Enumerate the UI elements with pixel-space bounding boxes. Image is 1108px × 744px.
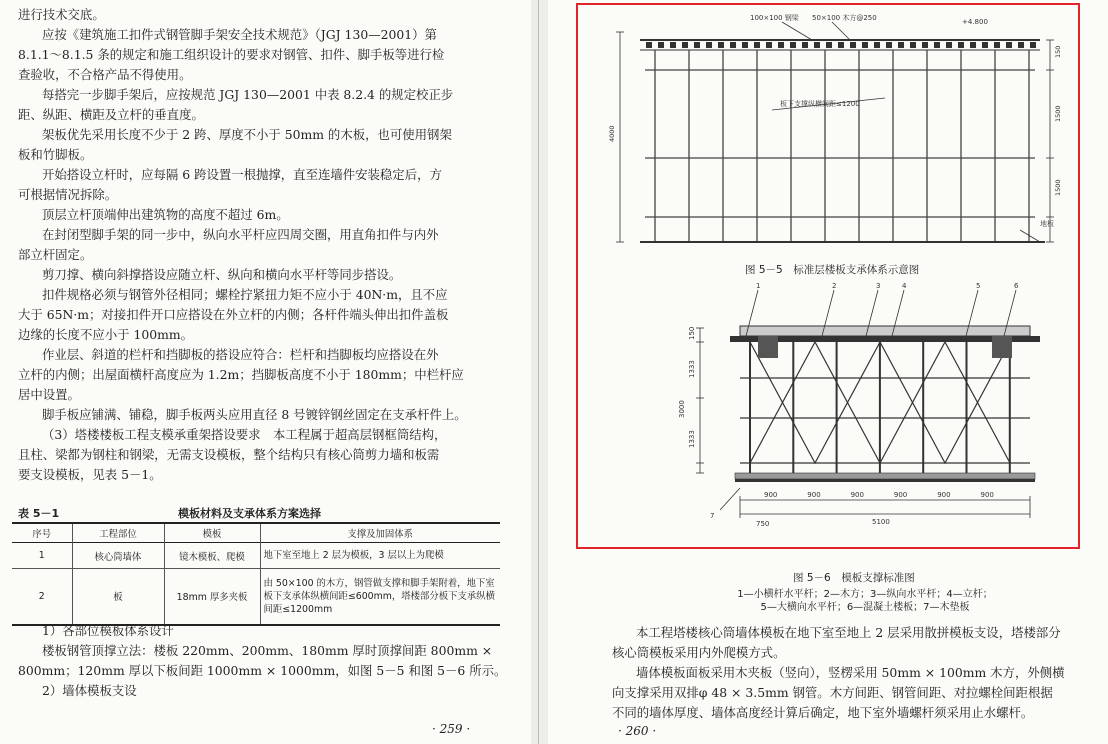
body-text-line: 查验收，不合格产品不得使用。 [18,67,192,82]
figure-5-5-elevation [600,10,1070,250]
dimension-label: 750 [756,520,770,528]
body-text-line: 架板优先采用长度不少于 2 跨、厚度不小于 50mm 的木板，也可使用钢架 [42,127,452,142]
dimension-label: 900 [980,491,994,499]
joist-section [802,42,808,48]
body-text-line: 大于 65N·m；对接扣件开口应搭设在外立杆的内侧；各杆件端头伸出扣件盖板 [18,307,449,322]
figure-5-5-caption: 图 5－5 标准层楼板支承体系示意图 [745,264,920,276]
body-text-line: 可根据情况拆除。 [18,187,118,202]
figure-label: 50×100 木方@250 [812,14,877,22]
body-text-line: 开始搭设立杆时，应每隔 6 跨设置一根抛撑，直至连墙件安装稳定后，方 [42,167,442,182]
body-text-line: 作业层、斜道的栏杆和挡脚板的搭设应符合：栏杆和挡脚板均应搭设在外 [42,347,439,362]
joist-section [946,42,952,48]
dimension-label: 900 [764,491,778,499]
dimension-label: 900 [893,491,908,499]
body-text-line: 楼板钢管顶撑立法：楼板 220mm、200mm、180mm 厚时顶撑间距 800mm × [42,643,493,658]
page-number: · 260 · [618,724,657,738]
joist-section [742,42,748,48]
joist-section [814,42,820,48]
dimension-label: 900 [937,491,951,499]
joist-section [1006,42,1012,48]
figure-legend-line: 1—小横杆水平杆；2—木方；3—纵向水平杆；4—立杆； [737,589,993,600]
joist-section [898,42,904,48]
formwork-table [12,522,500,626]
body-text-line: 8.1.1～8.1.5 条的规定和施工组织设计的要求对钢管、扣件、脚手板等进行检 [18,47,445,62]
body-text-line: 不同的墙体厚度、墙体高度经计算后确定，地下室外墙螺杆须采用止水螺杆。 [612,705,1034,720]
body-text-line: （3）塔楼楼板工程支模承重架搭设要求 本工程属于超高层钢框筒结构， [42,427,447,442]
table-title: 模板材料及支承体系方案选择 [178,507,321,520]
callout-number: 4 [902,282,907,290]
table-header-row [12,523,500,543]
dimension-label: 1500 [1054,105,1062,122]
joist-section [994,42,1000,48]
table-header-cell: 模板 [164,523,260,543]
figure-legend-line: 5—大横向水平杆；6—混凝土楼板；7—木垫板 [760,602,970,613]
body-text-line: 扣件规格必须与钢管外径相同；螺栓拧紧扭力矩不应小于 40N·m，且不应 [42,287,448,302]
table-number: 表 5－1 [18,507,60,520]
body-text-line: 向支撑采用双排φ 48 × 3.5mm 钢管。木方间距、钢管间距、对拉螺栓间距根据 [612,685,1053,700]
table-row [12,569,500,625]
body-text-line: 核心筒模板采用内外爬模方式。 [612,645,786,660]
table-cell-part: 板 [72,569,164,625]
joist-section [958,42,964,48]
dimension-label: 900 [850,491,864,499]
body-text-line: 800mm；120mm 厚以下板间距 1000mm × 1000mm，如图 5－5 和图 5－6 所示。 [18,663,507,678]
joist-section [886,42,892,48]
figure-label: 板下支撑纵横间距≤1200 [780,100,860,108]
joist-section [790,42,796,48]
table-cell-formwork: 镜木模板、爬模 [164,543,260,569]
callout-number: 2 [832,282,837,290]
dimension-label: 1333 [688,360,696,378]
joist-section [682,42,688,48]
joist-section [1018,42,1024,48]
callout-number: 6 [1014,282,1019,290]
body-text-line: 要支设模板，见表 5－1。 [18,467,162,482]
joist-section [826,42,832,48]
figure-label: 地板 [1040,220,1054,228]
joist-section [754,42,760,48]
joist-section [658,42,664,48]
joist-section [706,42,712,48]
joist-section [910,42,916,48]
body-text-line: 墙体模板面板采用木夹板（竖向），竖楞采用 50mm × 100mm 木方，外侧横 [636,665,1065,680]
joist-section [778,42,784,48]
joist-section [874,42,880,48]
body-text-line: 板和竹脚板。 [18,147,93,162]
table-header-cell: 序号 [32,529,52,540]
joist-section [862,42,868,48]
joist-section [670,42,676,48]
joist-section [982,42,988,48]
body-text-line: 进行技术交底。 [18,7,105,22]
body-text-line: 脚手板应铺满、铺稳，脚手板两头应用直径 8 号镀锌钢丝固定在支承杆件上。 [42,407,467,422]
joist-section [1030,42,1036,48]
joist-section [730,42,736,48]
callout-number: 5 [976,282,981,290]
body-text-line: 且柱、梁都为钢柱和钢梁，无需支设模板，整个结构只有核心筒剪力墙和板需 [18,447,440,462]
callout-number: 1 [756,282,761,290]
callout-number: 7 [710,512,715,520]
body-text-line: 居中设置。 [18,387,80,402]
figure-label: +4.800 [962,18,988,26]
body-text-line: 每搭完一步脚手架后，应按规范 JGJ 130—2001 中表 8.2.4 的规定校正步 [42,87,454,102]
table-header-cell: 支撑及加固体系 [260,523,500,543]
joist-section [934,42,940,48]
body-text-line: 剪刀撑、横向斜撑搭设应随立杆、纵向和横向水平杆等同步搭设。 [42,267,402,282]
body-text-line: 1）各部位模板体系设计 [42,623,174,638]
joist-section [922,42,928,48]
body-text-line: 本工程塔楼核心筒墙体模板在地下室至地上 2 层采用散拼模板支设，塔楼部分 [636,625,1061,640]
figure-5-6-elevation [640,278,1060,536]
body-text-line: 立杆的内侧；出屋面横杆高度应为 1.2m；挡脚板高度不小于 180mm；中栏杆应 [18,367,464,382]
dimension-label: 150 [1054,45,1062,58]
figure-5-6-caption: 图 5－6 模板支撑标准图 [793,572,915,584]
body-text-line: 顶层立杆顶端伸出建筑物的高度不超过 6m。 [42,207,289,222]
table-cell-no: 2 [38,590,45,602]
table-cell-no: 1 [38,550,45,561]
joist-section [850,42,856,48]
joist-section [718,42,724,48]
dimension-label: 1333 [688,430,696,448]
body-text-line: 2）墙体模板支设 [42,683,137,698]
joist-section [766,42,772,48]
callout-number: 3 [876,282,881,290]
joist-section [646,42,652,48]
dimension-label: 150 [688,326,696,340]
left-page [0,0,531,744]
joist-section [838,42,844,48]
page-number: · 259 · [432,722,471,736]
joist-section [694,42,700,48]
table-cell-formwork: 18mm 厚多夹板 [164,569,260,625]
dimension-label: 3000 [678,400,686,418]
dimension-label: 900 [807,491,821,499]
body-text-line: 部立杆固定。 [18,247,93,262]
table-cell-system: 由 50×100 的木方，钢管做支撑和脚手架附着，地下室板下支承体纵横间距≤600mm，塔楼部分板下支承纵横间距≤1200mm [260,569,500,625]
table-row [12,543,500,569]
book-gutter [531,0,548,744]
dimension-label: 5100 [872,518,890,526]
dimension-label: 4000 [608,125,616,142]
table-header-cell: 工程部位 [72,523,164,543]
table-cell-system: 地下室至地上 2 层为模板，3 层以上为爬模 [260,543,500,569]
joist-section [970,42,976,48]
body-text-line: 距、纵距、横距及立杆的垂直度。 [18,107,204,122]
body-text-line: 边缘的长度不应小于 100mm。 [18,327,193,342]
figure-label: 100×100 钢梁 [750,14,799,22]
table-cell-part: 核心筒墙体 [72,543,164,569]
body-text-line: 应按《建筑施工扣件式钢管脚手架安全技术规范》（JGJ 130—2001）第 [42,27,437,42]
dimension-label: 1500 [1054,179,1062,196]
body-text-line: 在封闭型脚手架的同一步中，纵向水平杆应四周交圈，用直角扣件与内外 [42,227,439,242]
